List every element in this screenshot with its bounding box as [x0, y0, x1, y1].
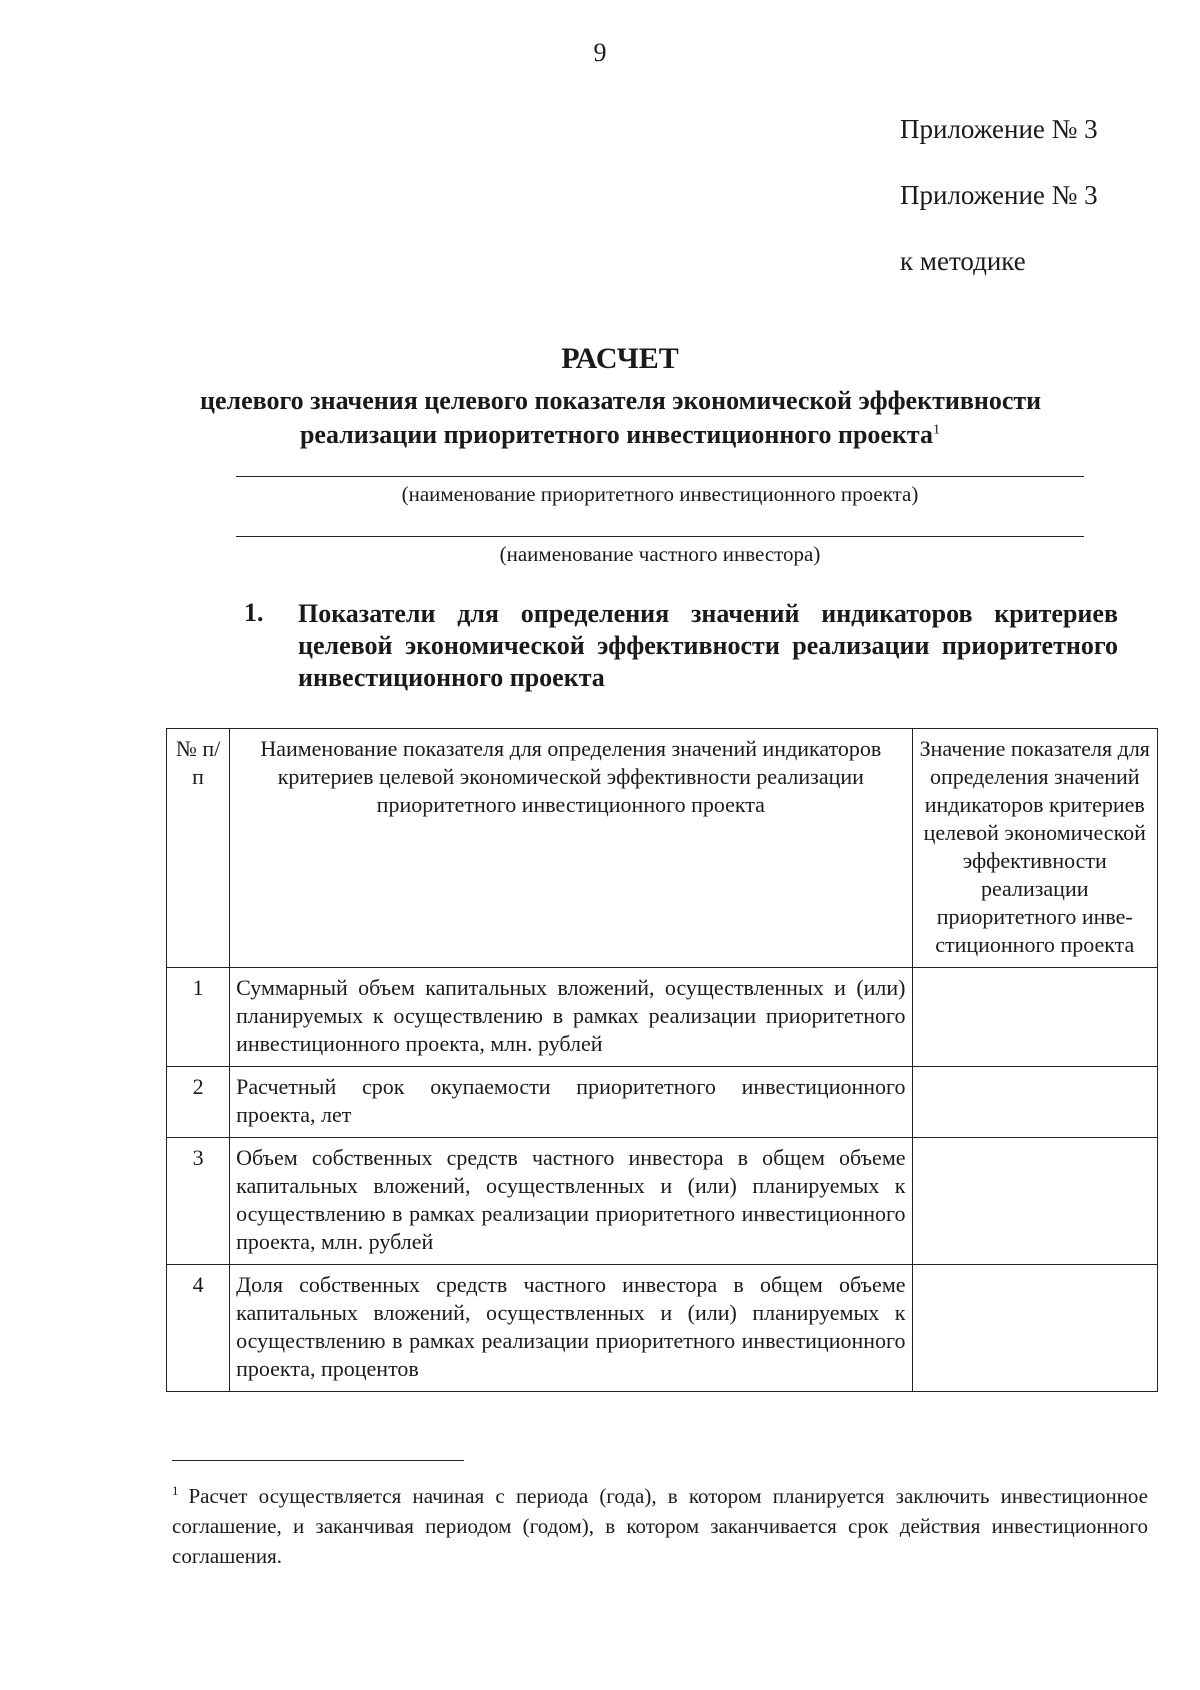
row-indicator-value: [912, 1138, 1158, 1265]
appendix-label: Приложение № 3: [900, 180, 1098, 210]
footnote-mark: 1: [172, 1483, 179, 1498]
table-row: [167, 1067, 1158, 1138]
page-number: 9: [593, 38, 607, 67]
row-number: 3: [167, 1138, 230, 1265]
indicators-table: [166, 728, 1158, 1392]
header-number: № п/п: [167, 729, 230, 968]
project-name-blank-line: [236, 476, 1084, 477]
header-indicator-value: Значение показателя для определения значений индикаторов критериев целевой экономической эффективности реализации приоритетного инвестиционного проекта: [912, 729, 1158, 968]
row-number: 4: [167, 1265, 230, 1392]
section-number: 1.: [244, 598, 264, 627]
subtitle-text: реализации приоритетного инвестиционного проекта: [299, 420, 934, 449]
row-indicator-value: [912, 1265, 1158, 1392]
footnote-reference: 1: [933, 422, 941, 438]
row-indicator-value: [912, 968, 1158, 1067]
investor-name-blank-line: [236, 536, 1084, 537]
document-subtitle-line: целевого значения целевого показателя экономической эффективности: [200, 386, 1042, 415]
row-indicator-name: Расчетный срок окупаемости приоритетного инвестиционного проекта, лет: [230, 1067, 912, 1138]
project-name-caption: (наименование приоритетного инвестиционного проекта): [401, 482, 919, 506]
footnote-separator: [172, 1460, 464, 1461]
row-indicator-value: [912, 1067, 1158, 1138]
row-indicator-name: Суммарный объем капитальных вложений, осуществленных и (или) планируемых к осуществлению в рамках реализации приоритетного инвестиционного проекта, млн. рублей: [230, 968, 912, 1067]
row-indicator-name: Доля собственных средств частного инвестора в общем объеме капитальных вложений, осуществленных и (или) планируемых к осуществлению в рамках реализации приоритетного инвестиционного проекта, процентов: [230, 1265, 912, 1392]
header-indicator-name: Наименование показателя для определения значений индикаторов критериев целевой экономической эффективности реализации приоритетного инвестиционного проекта: [230, 729, 912, 968]
table-header-row: [167, 729, 1158, 968]
document-subtitle-line: [200, 420, 1040, 450]
appendix-label: Приложение № 3: [900, 114, 1098, 144]
footnote: [172, 1476, 1148, 1571]
document-title: РАСЧЕТ: [561, 342, 679, 375]
table-row: [167, 1138, 1158, 1265]
table-row: [167, 1265, 1158, 1392]
row-number: 1: [167, 968, 230, 1067]
footnote-text: Расчет осуществляется начиная с периода (года), в котором планируется заключить инвестиционное соглашение, и заканчивая периодом (годом), в котором заканчивается срок действия инвестиционного соглашения.: [172, 1484, 1148, 1568]
section-heading: Показатели для определения значений индикаторов критериев целевой экономической эффективности реализации приоритетного инвестиционного проекта: [298, 599, 1118, 692]
row-indicator-name: Объем собственных средств частного инвестора в общем объеме капитальных вложений, осуществленных и (или) планируемых к осуществлению в рамках реализации приоритетного инвестиционного проекта, млн. рублей: [230, 1138, 912, 1265]
investor-name-caption: (наименование частного инвестора): [499, 542, 821, 566]
table-row: [167, 968, 1158, 1067]
methodology-reference: к методике: [900, 246, 1026, 276]
row-number: 2: [167, 1067, 230, 1138]
